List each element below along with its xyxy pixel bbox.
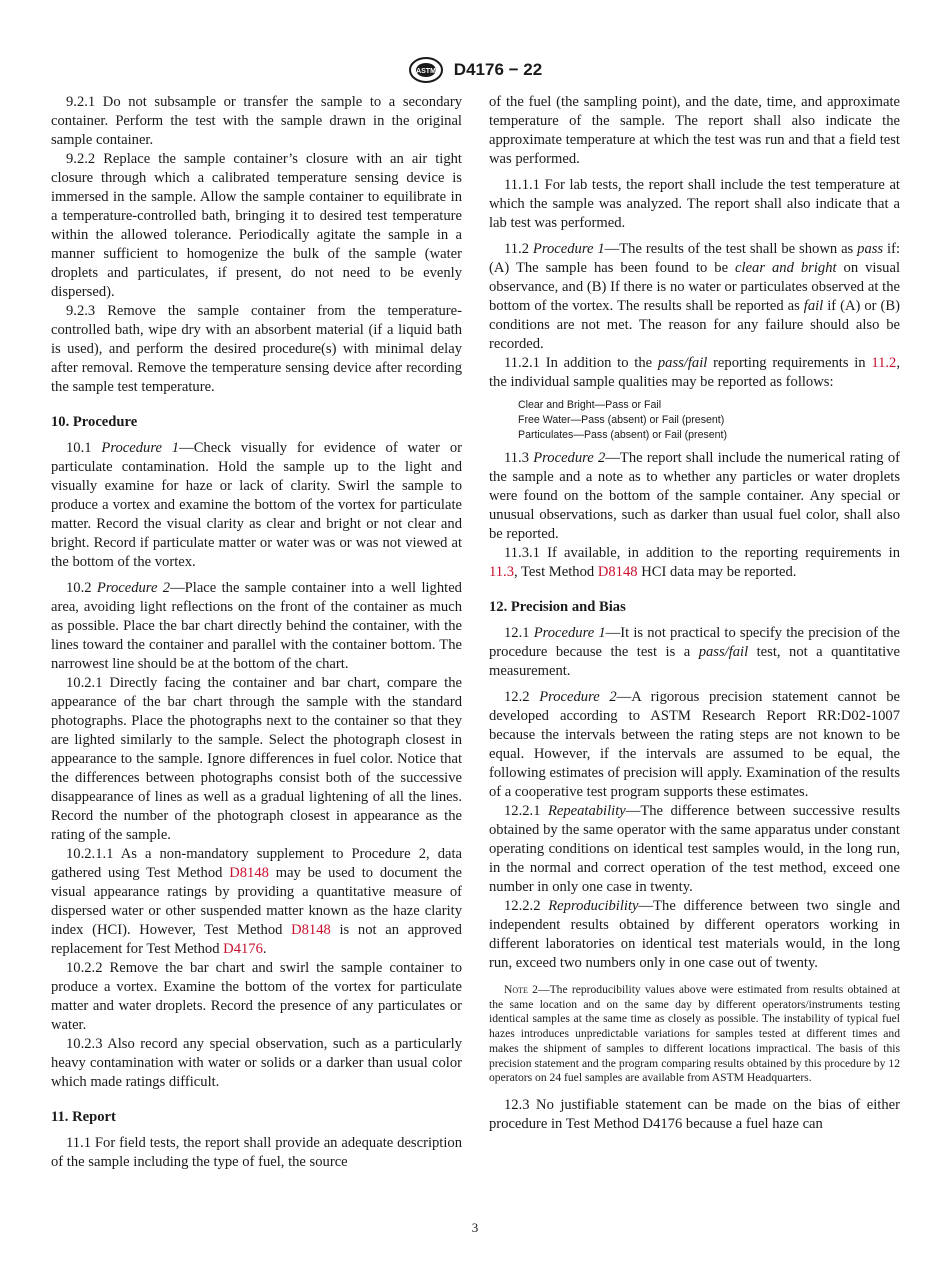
para-10-2-3: 10.2.3 Also record any special observation, such as a particularly heavy contamination with water or solids or a darker than usual color which made ratings difficult. (51, 1036, 463, 1090)
para-9-2-3: 9.2.3 Remove the sample container from the temperature-controlled bath, wipe dry with an absorbent material (if a liquid bath is used), and perform the desired procedure(s) with minimal delay after removal. Remove the temperature sensing device after recording the sample test temperature. (51, 303, 462, 395)
section-heading-report: 11. Report (51, 1109, 116, 1125)
para-11-3-1: 11.3.1 If available, in addition to the reporting requirements in 11.3, Test Method D8148 HCI data may be reported. (489, 545, 900, 580)
para-12-3: 12.3 No justifiable statement can be made on the bias of either procedure in Test Method D4176 because a fuel haze can (489, 1096, 900, 1132)
link-d4176[interactable]: D4176 (223, 941, 263, 957)
para-10-2-1: 10.2.1 Directly facing the container and bar chart, compare the appearance of the bar chart through the sample with the standard photographs. Place the photographs next to the container so that they are lighted similarly to the sample. Select the photograph closest in appearance to the sample. Ignore differences in fuel color. Notice that the differences between photographs consist both of the successive disappearance of lines as well as a gradual lightening of all the lines. Record the number of the photograph closest in appearance as the rating of the sample. (51, 675, 462, 843)
list-item: Free Water—Pass (absent) or Fail (present) (518, 414, 725, 426)
para-12-1: 12.1 Procedure 1—It is not practical to specify the precision of the procedure because the test is a pass/fail test, not a quantitative measurement. (489, 625, 900, 679)
para-12-2-1: 12.2.1 Repeatability—The difference between successive results obtained by the same operator with the same apparatus under constant operating conditions on identical test samples would, in the long run, in the normal and correct operation of the test method, exceed one number in only one case in twenty. (489, 803, 900, 895)
link-d8148[interactable]: D8148 (229, 865, 269, 881)
para-10-1: 10.1 Procedure 1—Check visually for evidence of water or particulate contamination. Hold the sample up to the light and visually examine for haze or lack of clarity. Swirl the sample to produce a vortex and examine the bottom of the vortex for particulate matter. Record the visual clarity as clear and bright or not clear and bright. Record if particulate matter or water was or was not viewed at the bottom of the vortex. (51, 440, 462, 570)
left-column (51, 93, 462, 1172)
section-heading-procedure: 10. Procedure (51, 414, 138, 430)
para-11-2-1: 11.2.1 In addition to the pass/fail reporting requirements in 11.2, the individual sample qualities may be reported as follows: (489, 355, 900, 390)
list-item: Clear and Bright—Pass or Fail (518, 399, 662, 411)
para-9-2-1: 9.2.1 Do not subsample or transfer the sample to a secondary container. Perform the test with the sample drawn in the original sample container. (51, 94, 462, 148)
para-11-1-1: 11.1.1 For lab tests, the report shall include the test temperature at which the sample was analyzed. The report shall also indicate that a lab test was performed. (489, 177, 900, 231)
link-11-2[interactable]: 11.2 (871, 355, 897, 371)
para-10-2-2: 10.2.2 Remove the bar chart and swirl the sample container to produce a vortex. Examine the bottom of the vortex for particulate matter and water droplets. Record the presence of any particulates or water. (51, 960, 463, 1033)
para-12-2-2: 12.2.2 Reproducibility—The difference between two single and independent results obtained by different operators working in different laboratories on identical test materials would, in the long run, exceed two numbers only in one case out of twenty. (489, 898, 900, 971)
para-12-2: 12.2 Procedure 2—A rigorous precision statement cannot be developed according to ASTM Research Report RR:D02-1007 because the intervals between the rating steps are not known to be equal. However, if the intervals are assumed to be equal, the following estimates of precision will apply. Examination of the results of a cooperative test program supports these estimates. (489, 689, 900, 800)
right-column (489, 93, 900, 1134)
link-d8148[interactable]: D8148 (597, 564, 638, 580)
sample-qualities-list (518, 398, 900, 443)
page-number: 3 (471, 1220, 479, 1235)
note-2: Note 2—The reproducibility values above were estimated from results obtained at the same location and on the same day by different operators/instruments testing identical samples at the same time as closely as possible. The instability of typical fuel hazes introduces unpredictable variations for samples tested at different times and makes the shipment of samples to different locations impractical. The basis of this precision statement and the program comparing results obtained by this procedure by 12 operators on 24 fuel samples are available from ASTM Headquarters. (489, 983, 901, 1085)
para-11-1-continued: of the fuel (the sampling point), and the date, time, and approximate temperature of the sample. The report shall also indicate the approximate temperature at which the test was run and that a field test was performed. (489, 94, 900, 167)
para-11-2: 11.2 Procedure 1—The results of the test shall be shown as pass if: (A) The sample has been found to be clear and bright on visual observance, and (B) If there is no water or particulates observed at the bottom of the vortex. The results shall be reported as fail if (A) or (B) conditions are not met. The reason for any failure should also be recorded. (489, 241, 900, 352)
page-header (0, 56, 950, 84)
link-d8148[interactable]: D8148 (291, 922, 331, 938)
standard-designation: D4176 − 22 (453, 60, 543, 79)
link-11-3[interactable]: 11.3 (489, 564, 514, 580)
astm-logo-icon (408, 56, 444, 84)
para-11-3: 11.3 Procedure 2—The report shall include the numerical rating of the sample and a note as to whether any particles or water droplets were found on the bottom of the sample container. Any special or unusual observations, such as darker than usual fuel color, shall also be reported. (489, 450, 901, 542)
list-item: Particulates—Pass (absent) or Fail (present) (518, 429, 728, 441)
svg-text:ASTM: ASTM (415, 68, 436, 75)
para-11-1: 11.1 For field tests, the report shall provide an adequate description of the sample including the type of fuel, the source (51, 1135, 462, 1170)
para-9-2-2: 9.2.2 Replace the sample container’s closure with an air tight closure through which a calibrated temperature sensing device is immersed in the sample. Allow the sample container to equilibrate in a temperature-controlled bath, bringing it to desired test temperature within the allowed tolerance. Periodically agitate the sample in a manner sufficient to homogenize the bulk of the sample (water droplets and particulates, if present, do not need to be evenly dispersed). (51, 151, 462, 300)
para-10-2-1-1: 10.2.1.1 As a non-mandatory supplement to Procedure 2, data gathered using Test Method D8148 may be used to document the visual appearance ratings by providing a quantitative measure of dispersed water or other suspended matter known as the haze clarity index (HCI). However, Test Method D8148 is not an approved replacement for Test Method D4176. (51, 846, 462, 957)
section-heading-precision-bias: 12. Precision and Bias (489, 599, 626, 615)
para-10-2: 10.2 Procedure 2—Place the sample container into a well lighted area, avoiding light reflections on the front of the container as much as possible. Place the bar chart directly behind the container, with the lines toward the container and parallel with the container bottom. The narrowest line should be at the bottom of the chart. (51, 580, 462, 672)
